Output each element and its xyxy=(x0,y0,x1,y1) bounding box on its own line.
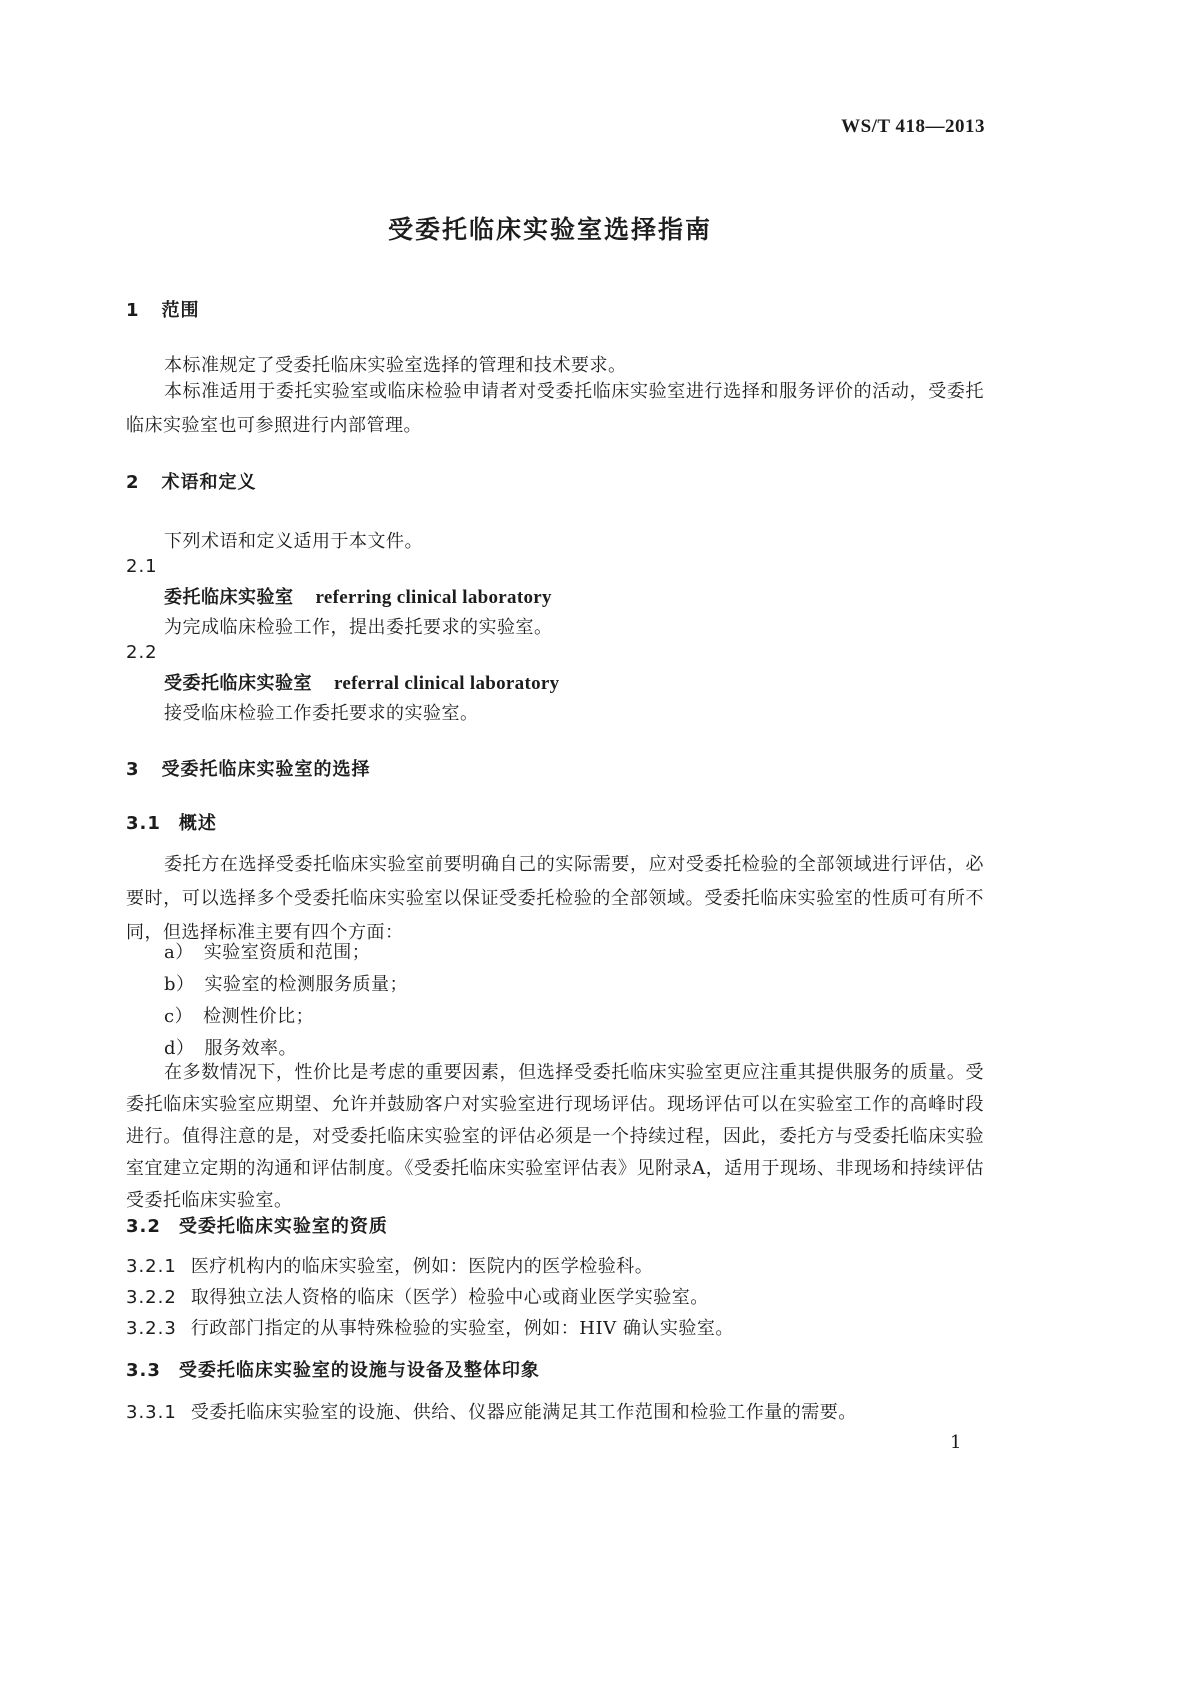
clause-item xyxy=(126,1252,653,1278)
list-text: 检测性价比； xyxy=(203,1006,315,1027)
list-text: 实验室的检测服务质量； xyxy=(204,974,409,995)
clause-item xyxy=(126,1398,857,1424)
list-item xyxy=(164,970,408,996)
standard-code: WS/T 418—2013 xyxy=(841,116,985,137)
paragraph: 本标准规定了受委托临床实验室选择的管理和技术要求。 xyxy=(164,355,627,376)
term-entry xyxy=(164,669,559,695)
clause-text: 医疗机构内的临床实验室，例如：医院内的医学检验科。 xyxy=(190,1256,654,1277)
section-number: 3.1 xyxy=(126,813,161,834)
section-title: 概述 xyxy=(178,813,217,834)
clause-number: 3.2.2 xyxy=(126,1287,177,1308)
section-title: 范围 xyxy=(161,300,200,321)
section-3-heading xyxy=(126,755,371,781)
list-label: a） xyxy=(164,942,194,963)
list-item xyxy=(164,1002,314,1028)
term-chinese: 受委托临床实验室 xyxy=(164,673,312,694)
clause-number: 3.2.3 xyxy=(126,1318,177,1339)
section-title: 受委托临床实验室的选择 xyxy=(161,759,371,780)
section-title: 术语和定义 xyxy=(161,472,257,493)
term-english: referral clinical laboratory xyxy=(334,673,560,694)
term-english: referring clinical laboratory xyxy=(315,587,552,608)
page-number: 1 xyxy=(950,1432,962,1453)
list-item xyxy=(164,938,370,964)
subsection-3-3-heading xyxy=(126,1356,540,1382)
clause-item xyxy=(126,1314,734,1340)
paragraph: 委托方在选择受委托临床实验室前要明确自己的实际需要，应对受委托检验的全部领域进行评估，必要时，可以选择多个受委托临床实验室以保证受委托检验的全部领域。受委托临床实验室的性质可有所不同，但选择标准主要有四个方面： xyxy=(126,854,984,943)
clause-text: 行政部门指定的从事特殊检验的实验室，例如：HIV 确认实验室。 xyxy=(190,1318,734,1339)
list-label: c） xyxy=(164,1006,194,1027)
section-number: 3.3 xyxy=(126,1360,161,1381)
list-text: 实验室资质和范围； xyxy=(203,942,371,963)
paragraph: 在多数情况下，性价比是考虑的重要因素，但选择受委托临床实验室更应注重其提供服务的质量。受委托临床实验室应期望、允许并鼓励客户对实验室进行现场评估。现场评估可以在实验室工作的高峰时段进行。值得注意的是，对受委托临床实验室的评估必须是一个持续过程，因此，委托方与受委托临床实验室宜建立定期的沟通和评估制度。《受委托临床实验室评估表》见附录A，适用于现场、非现场和持续评估受委托临床实验室。 xyxy=(126,1062,984,1211)
term-entry xyxy=(164,583,552,609)
section-number: 1 xyxy=(126,300,140,321)
list-text: 服务效率。 xyxy=(204,1038,298,1059)
clause-text: 取得独立法人资格的临床（医学）检验中心或商业医学实验室。 xyxy=(190,1287,709,1308)
term-number: 2.1 xyxy=(126,556,158,577)
subsection-3-2-heading xyxy=(126,1212,388,1238)
clause-number: 3.2.1 xyxy=(126,1256,177,1277)
section-title: 受委托临床实验室的设施与设备及整体印象 xyxy=(178,1360,540,1381)
section-number: 3 xyxy=(126,759,140,780)
term-definition: 接受临床检验工作委托要求的实验室。 xyxy=(164,703,479,724)
list-label: b） xyxy=(164,974,195,995)
term-definition: 为完成临床检验工作，提出委托要求的实验室。 xyxy=(164,617,553,638)
clause-number: 3.3.1 xyxy=(126,1402,177,1423)
section-1-heading xyxy=(126,296,200,322)
clause-item xyxy=(126,1283,709,1309)
term-chinese: 委托临床实验室 xyxy=(164,587,294,608)
section-number: 3.2 xyxy=(126,1216,161,1237)
term-number: 2.2 xyxy=(126,642,158,663)
section-title: 受委托临床实验室的资质 xyxy=(178,1216,388,1237)
paragraph: 本标准适用于委托实验室或临床检验申请者对受委托临床实验室进行选择和服务评价的活动，受委托临床实验室也可参照进行内部管理。 xyxy=(126,381,984,436)
clause-text: 受委托临床实验室的设施、供给、仪器应能满足其工作范围和检验工作量的需要。 xyxy=(190,1402,857,1423)
section-number: 2 xyxy=(126,472,140,493)
paragraph: 下列术语和定义适用于本文件。 xyxy=(164,531,423,552)
section-2-heading xyxy=(126,468,257,494)
subsection-3-1-heading xyxy=(126,809,217,835)
document-title: 受委托临床实验室选择指南 xyxy=(387,215,712,244)
list-label: d） xyxy=(164,1038,195,1059)
